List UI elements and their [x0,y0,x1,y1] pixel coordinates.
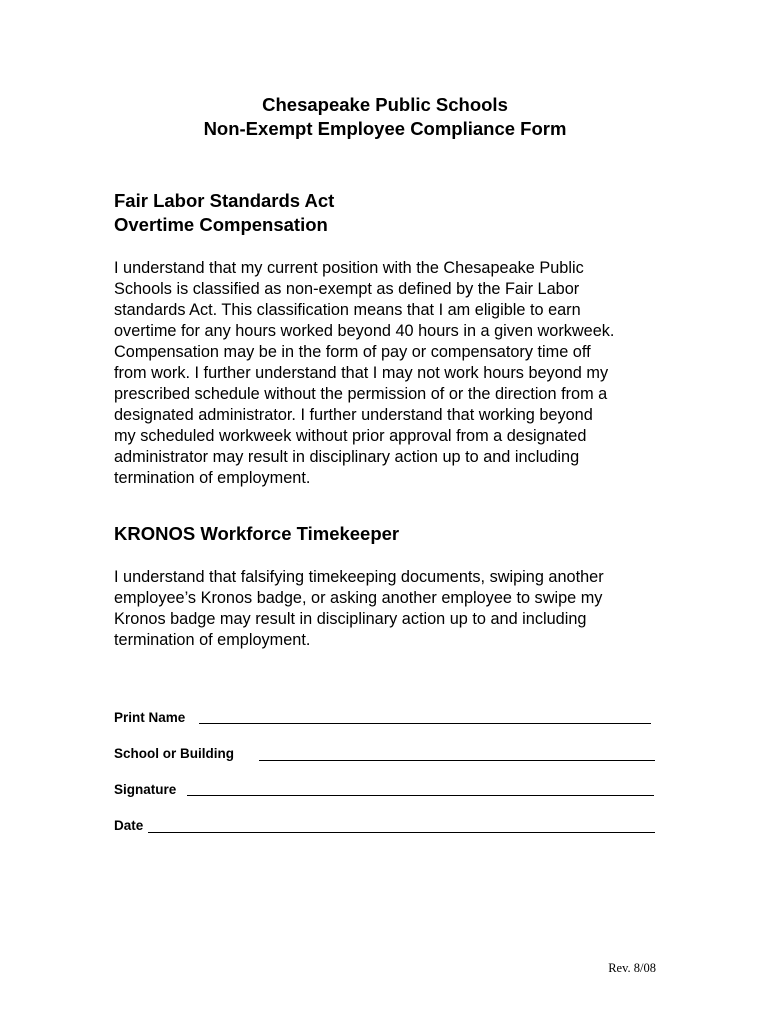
paragraph-line: from work. I further understand that I may not work hours beyond my [114,364,609,382]
paragraph-line: standards Act. This classification means that I am eligible to earn [114,301,581,319]
print-name-line[interactable] [199,723,651,724]
date-label: Date [114,818,144,833]
signature-line[interactable] [187,795,654,796]
paragraph-line: administrator may result in disciplinary action up to and including [114,448,580,466]
school-district-title: Chesapeake Public Schools [262,94,508,115]
school-building-line[interactable] [259,760,655,761]
paragraph-line: Kronos badge may result in disciplinary action up to and including [114,610,587,628]
flsa-paragraph [114,258,674,489]
paragraph-line: overtime for any hours worked beyond 40 hours in a given workweek. [114,322,615,340]
form-title: Non-Exempt Employee Compliance Form [203,118,567,139]
paragraph-line: my scheduled workweek without prior approval from a designated [114,427,587,445]
flsa-title-line1: Fair Labor Standards Act [114,190,335,211]
paragraph-line: termination of employment. [114,631,311,649]
paragraph-line: Compensation may be in the form of pay or compensatory time off [114,343,591,361]
paragraph-line: I understand that falsifying timekeeping documents, swiping another [114,568,604,586]
kronos-title: KRONOS Workforce Timekeeper [114,523,400,544]
print-name-label: Print Name [114,710,186,725]
paragraph-line: prescribed schedule without the permission of or the direction from a [114,385,608,403]
date-line[interactable] [148,832,655,833]
paragraph-line: designated administrator. I further understand that working beyond [114,406,593,424]
signature-label: Signature [114,782,177,797]
kronos-section-title [114,522,399,546]
form-header [0,93,770,141]
paragraph-line: Schools is classified as non-exempt as defined by the Fair Labor [114,280,580,298]
flsa-title-line2: Overtime Compensation [114,214,328,235]
paragraph-line: employee’s Kronos badge, or asking another employee to swipe my [114,589,603,607]
paragraph-line: I understand that my current position with the Chesapeake Public [114,259,584,277]
kronos-paragraph [114,567,674,651]
flsa-section-title [114,189,334,237]
paragraph-line: termination of employment. [114,469,311,487]
school-building-label: School or Building [114,746,234,761]
revision-note: Rev. 8/08 [608,961,656,975]
